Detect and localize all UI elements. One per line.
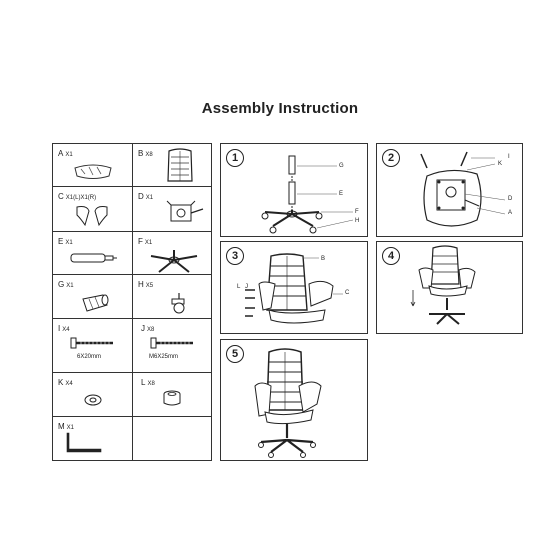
- part-spec: M6X25mm: [149, 354, 179, 360]
- part-letter: H: [138, 280, 144, 289]
- part-qty: X1: [66, 283, 74, 289]
- callout-label: J: [245, 284, 248, 290]
- callout-label: A: [508, 210, 513, 216]
- armrests-icon: [73, 203, 113, 229]
- callout-label: C: [345, 290, 350, 296]
- step-1-panel: [220, 143, 368, 237]
- callout-label: L: [237, 284, 241, 290]
- part-d-cell: [132, 186, 212, 232]
- seat-to-base-illustration: [405, 244, 515, 332]
- callout-label: H: [355, 218, 360, 224]
- part-qty: X1: [65, 152, 73, 158]
- part-letter: I: [58, 324, 61, 333]
- step-number: 3: [226, 247, 244, 265]
- callout-label: E: [339, 191, 344, 197]
- part-qty: X4: [65, 381, 73, 387]
- step-number: 2: [382, 149, 400, 167]
- part-qty: X1(L)X1(R): [65, 195, 97, 201]
- part-k-cell: [52, 372, 133, 417]
- parts-list: [52, 143, 212, 461]
- step-number: 5: [226, 345, 244, 363]
- step-4-panel: [376, 241, 523, 334]
- part-letter: L: [141, 378, 146, 387]
- page-title: Assembly Instruction: [201, 100, 359, 117]
- caster-wheel-icon: [167, 291, 191, 315]
- cap-icon: [161, 389, 183, 409]
- callout-label: I: [508, 154, 510, 160]
- step-number: 1: [226, 149, 244, 167]
- part-h-cell: [132, 274, 212, 319]
- part-letter: B: [138, 149, 144, 158]
- callout-label: G: [339, 163, 344, 169]
- part-e-cell: [52, 231, 133, 275]
- allen-key-icon: [65, 431, 105, 457]
- part-qty: X1: [145, 195, 154, 201]
- part-l-cell: [132, 372, 212, 417]
- part-qty: X4: [62, 327, 70, 333]
- part-qty: X5: [145, 283, 154, 289]
- part-qty: X1: [65, 240, 73, 246]
- part-letter: F: [138, 237, 143, 246]
- bolt-icon: [71, 337, 115, 349]
- part-a-cell: [52, 143, 133, 187]
- part-g-cell: [52, 274, 133, 319]
- seat-back-icon: [163, 147, 197, 185]
- part-letter: G: [58, 280, 65, 289]
- part-spec: 6X20mm: [77, 354, 102, 360]
- part-qty: X8: [147, 327, 155, 333]
- screw-icon: [151, 337, 195, 349]
- star-base-icon: [147, 246, 201, 274]
- part-qty: X1: [144, 240, 153, 246]
- part-letter: D: [138, 192, 144, 201]
- part-c-cell: [52, 186, 133, 232]
- step-5-panel: [220, 339, 368, 461]
- empty-cell: [132, 416, 212, 461]
- base-assembly-illustration: [255, 154, 335, 234]
- callout-label: D: [508, 196, 513, 202]
- step-2-panel: [376, 143, 523, 237]
- washer-icon: [83, 393, 103, 407]
- part-qty: X8: [147, 381, 155, 387]
- seat-plate-icon: [71, 160, 115, 182]
- part-qty: X8: [145, 152, 153, 158]
- gas-lift-icon: [69, 250, 119, 266]
- tilt-mechanism-icon: [165, 199, 205, 229]
- finished-chair-illustration: [237, 346, 347, 458]
- step-3-panel: [220, 241, 368, 334]
- part-b-cell: [132, 143, 212, 187]
- part-m-cell: [52, 416, 133, 461]
- part-qty: X1: [66, 425, 75, 431]
- cylinder-cover-icon: [79, 291, 113, 315]
- part-letter: C: [58, 192, 64, 201]
- callout-label: K: [498, 161, 503, 167]
- part-letter: A: [58, 149, 64, 158]
- callout-label: F: [355, 209, 359, 215]
- part-i-cell: [52, 318, 133, 373]
- step-number: 4: [382, 247, 400, 265]
- part-letter: K: [58, 378, 64, 387]
- part-letter: J: [141, 324, 145, 333]
- part-letter: M: [58, 422, 65, 431]
- part-j-cell: [132, 318, 212, 373]
- callout-label: B: [321, 256, 326, 262]
- part-letter: E: [58, 237, 64, 246]
- part-f-cell: [132, 231, 212, 275]
